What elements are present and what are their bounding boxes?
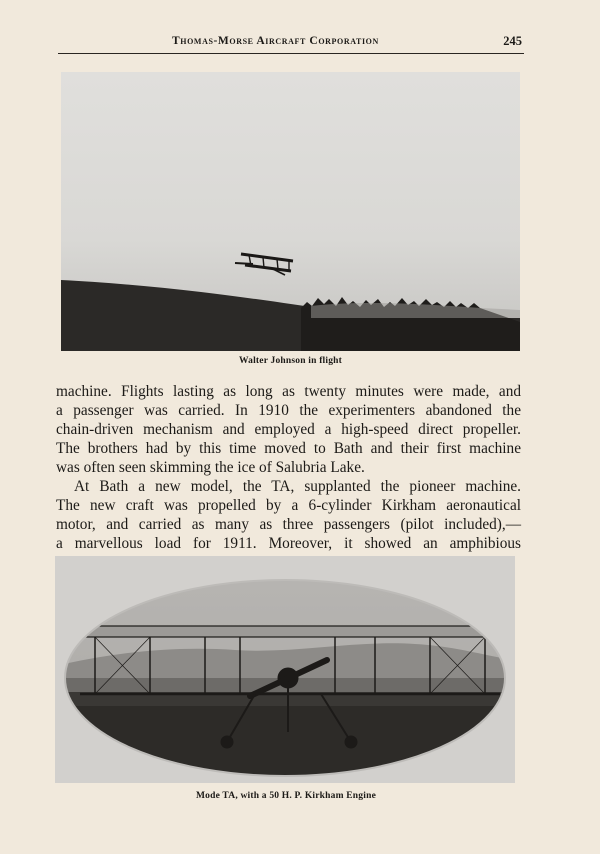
flight-photo-drawing (61, 72, 520, 351)
figure-caption-model-ta: Mode TA, with a 50 H. P. Kirkham Engine (196, 791, 376, 801)
text-line: At Bath a new model, the TA, supplanted the pioneer machine. (74, 478, 521, 495)
running-head (58, 35, 524, 53)
flight-photograph (61, 72, 520, 351)
model-ta-photograph (55, 556, 515, 783)
text-line: motor, and carried as many as three passengers (pilot included),— (56, 516, 521, 533)
running-title: Thomas-Morse Aircraft Corporation (172, 35, 379, 47)
model-ta-photo-drawing (55, 556, 515, 783)
text-line: chain-driven mechanism and employed a high-speed direct propeller. (56, 421, 521, 438)
page-number: 245 (503, 34, 522, 48)
figure-caption-flight: Walter Johnson in flight (238, 356, 343, 366)
text-line: a marvellous load for 1911. Moreover, it showed an amphibious (56, 535, 521, 552)
text-line: was often seen skimming the ice of Salubria Lake. (56, 459, 365, 476)
body-text (56, 382, 521, 553)
text-line: The brothers had by this time moved to Bath and their first machine (56, 440, 521, 457)
text-line: machine. Flights lasting as long as twenty minutes were made, and (56, 383, 521, 400)
text-line: a passenger was carried. In 1910 the experimenters abandoned the (56, 402, 521, 419)
header-rule (58, 53, 524, 54)
text-line: The new craft was propelled by a 6-cylinder Kirkham aeronautical (56, 497, 521, 514)
